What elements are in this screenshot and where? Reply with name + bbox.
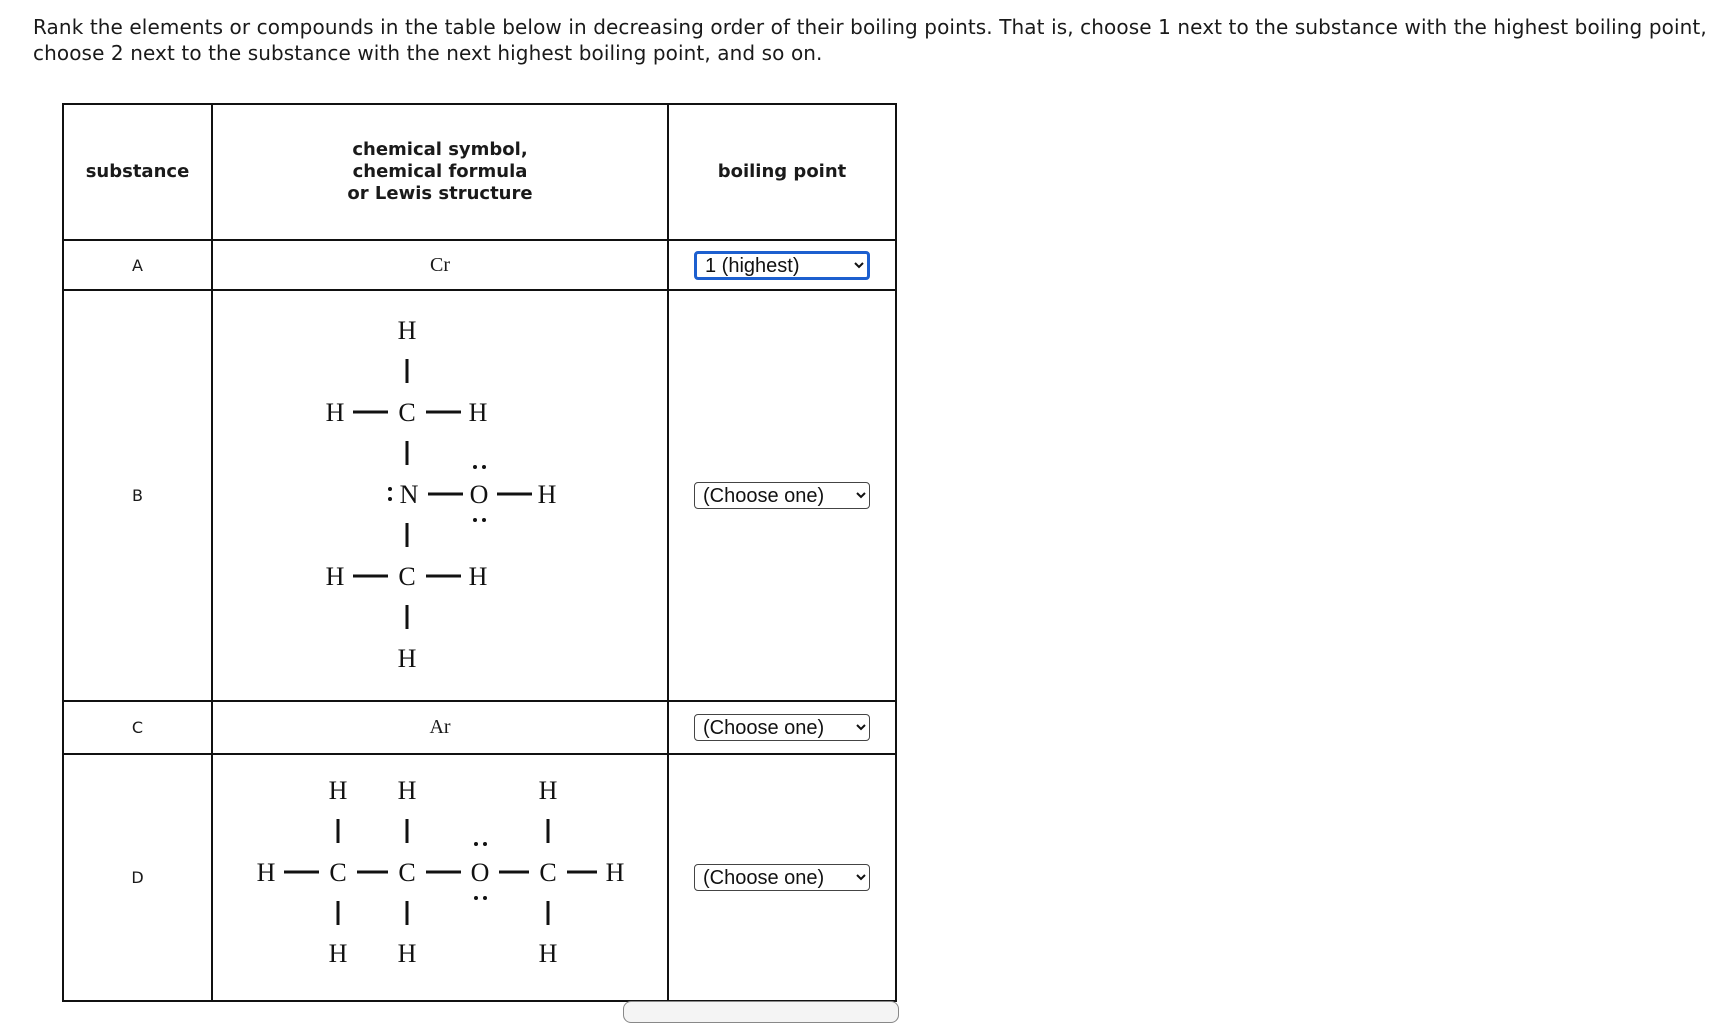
formula-text: Ar (429, 716, 451, 738)
lone-pair-dot (483, 896, 487, 900)
lone-pair-dot (482, 465, 486, 469)
lone-pair-dot (388, 497, 392, 501)
atom-h: H (256, 858, 276, 887)
row-label: C (63, 701, 212, 754)
atom-h: H (537, 480, 557, 509)
rank-cell (668, 754, 896, 1001)
formula-cell (212, 754, 668, 1001)
lone-pair-dot (483, 842, 487, 846)
row-label: B (63, 290, 212, 701)
atom-h: H (328, 776, 348, 805)
rank-select-d[interactable] (694, 864, 870, 891)
lewis-structure-b (213, 291, 667, 696)
check-button-partial[interactable] (623, 1001, 899, 1023)
atom-h: H (397, 776, 417, 805)
header-formula (212, 104, 668, 240)
atom-h: H (328, 939, 348, 968)
atom-h: H (325, 398, 345, 427)
instructions-text: Rank the elements or compounds in the table below in decreasing order of their boiling points. That is, choose 1 next to the substance with the highest boiling point, choose 2 next to the substance with the next highest boiling point, and so on. (33, 15, 1707, 65)
formula-cell (212, 290, 668, 701)
atom-c: C (398, 562, 416, 591)
header-formula-line2: chemical formula (352, 161, 528, 182)
atom-h: H (397, 644, 417, 673)
atom-h: H (468, 398, 488, 427)
formula-text: Cr (430, 253, 450, 276)
atom-h: H (538, 939, 558, 968)
row-label: D (63, 754, 212, 1001)
ranking-table (62, 103, 897, 1002)
atom-c: C (329, 858, 347, 887)
lone-pair-dot (388, 487, 392, 491)
rank-select-a[interactable] (694, 251, 870, 280)
lone-pair-dot (474, 842, 478, 846)
rank-select-b[interactable] (694, 482, 870, 509)
header-boiling-point (668, 104, 896, 240)
atom-c: C (398, 398, 416, 427)
atom-h: H (538, 776, 558, 805)
header-row (63, 104, 896, 240)
lone-pair-dot (473, 465, 477, 469)
formula-cell (212, 701, 668, 754)
atom-o: O (469, 480, 489, 509)
header-formula-line1: chemical symbol, (352, 139, 528, 160)
header-substance (63, 104, 212, 240)
table-row (63, 290, 896, 701)
lone-pair-dot (473, 518, 477, 522)
atom-h: H (325, 562, 345, 591)
atom-h: H (605, 858, 625, 887)
atom-c: C (539, 858, 557, 887)
header-boiling-point-label: boiling point (717, 161, 847, 182)
lone-pair-dot (474, 896, 478, 900)
atom-c: C (398, 858, 416, 887)
lone-pair-dot (482, 518, 486, 522)
atom-h: H (397, 316, 417, 345)
rank-cell (668, 701, 896, 754)
lewis-structure-d (213, 755, 667, 996)
atom-n: N (399, 480, 419, 509)
table-row (63, 701, 896, 754)
table-row (63, 754, 896, 1001)
row-label: A (63, 240, 212, 290)
header-formula-line3: or Lewis structure (347, 183, 533, 204)
rank-cell (668, 240, 896, 290)
formula-cell (212, 240, 668, 290)
rank-cell (668, 290, 896, 701)
atom-h: H (397, 939, 417, 968)
atom-o: O (470, 858, 490, 887)
header-substance-label: substance (85, 161, 190, 182)
atom-h: H (468, 562, 488, 591)
table-row (63, 240, 896, 290)
rank-select-c[interactable] (694, 714, 870, 741)
